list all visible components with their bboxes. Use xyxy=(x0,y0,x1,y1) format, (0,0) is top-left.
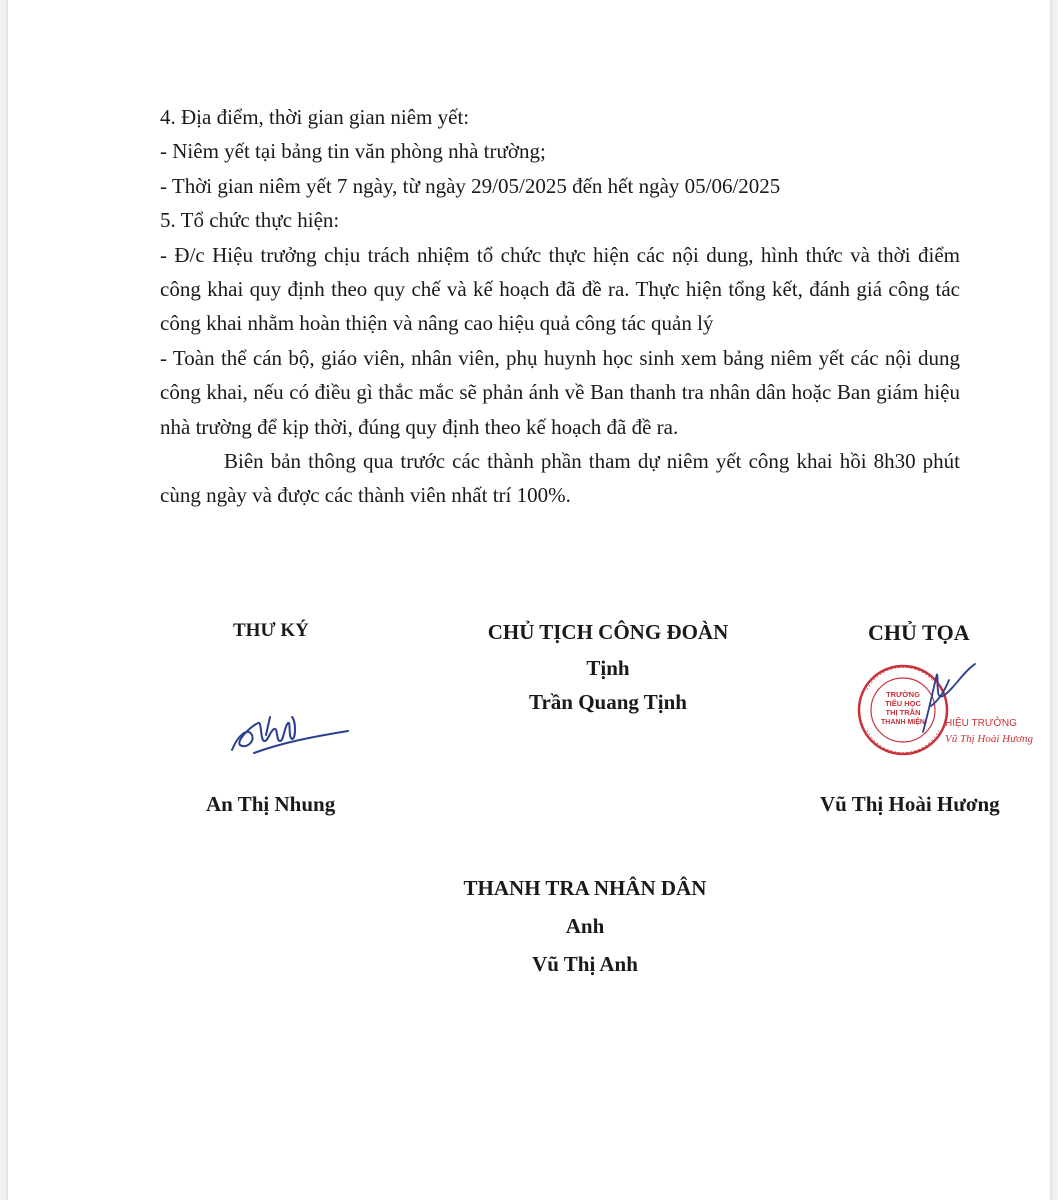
svg-text:Vũ Thị Hoài Hương: Vũ Thị Hoài Hương xyxy=(945,733,1033,745)
section-5-item-1: - Đ/c Hiệu trưởng chịu trách nhiệm tổ chức thực hiện các nội dung, hình thức và thời điểm công khai quy định theo quy chế và kế hoạch đã đề ra. Thực hiện tổng kết, đánh giá công tác công khai nhằm hoàn thiện và nâng cao hiệu quả công tác quản lý xyxy=(160,242,960,336)
secretary-title: THƯ KÝ xyxy=(233,620,309,641)
svg-text:THỊ TRẤN: THỊ TRẤN xyxy=(885,708,921,717)
union-chair-signed: Tịnh xyxy=(586,656,630,680)
svg-text:TRƯỜNG: TRƯỜNG xyxy=(886,690,920,699)
union-chair-title: CHỦ TỊCH CÔNG ĐOÀN xyxy=(487,620,729,644)
section-5-heading: 5. Tổ chức thực hiện: xyxy=(160,208,340,233)
inspection-signed: Anh xyxy=(565,914,605,938)
stamp-seal-icon xyxy=(853,660,1033,760)
document-page xyxy=(8,0,1050,1200)
chair-title: CHỦ TỌA xyxy=(868,620,970,645)
svg-text:THANH MIỆN: THANH MIỆN xyxy=(881,719,925,726)
section-4-heading: 4. Địa điểm, thời gian gian niêm yết: xyxy=(160,105,470,129)
school-stamp xyxy=(853,660,1033,760)
svg-text:HIỆU TRƯỞNG: HIỆU TRƯỞNG xyxy=(945,718,1017,729)
inspection-name: Vũ Thị Anh xyxy=(532,952,638,976)
closing-paragraph: Biên bản thông qua trước các thành phần tham dự niêm yết công khai hồi 8h30 phút cùng ngày và được các thành viên nhất trí 100%. xyxy=(160,449,960,508)
section-4-item-2: - Thời gian niêm yết 7 ngày, từ ngày 29/05/2025 đến hết ngày 05/06/2025 xyxy=(160,173,781,198)
inspection-title: THANH TRA NHÂN DÂN xyxy=(463,876,707,900)
section-5-item-2: - Toàn thể cán bộ, giáo viên, nhân viên, phụ huynh học sinh xem bảng niêm yết các nội dung công khai, nếu có điều gì thắc mắc sẽ phản ánh về Ban thanh tra nhân dân hoặc Ban giám hiệu nhà trường để kịp thời, đúng quy định theo kế hoạch đã đề ra. xyxy=(160,345,960,439)
union-chair-name: Trần Quang Tịnh xyxy=(529,690,687,714)
section-4-item-1: - Niêm yết tại bảng tin văn phòng nhà trường; xyxy=(160,139,546,164)
document-body xyxy=(160,100,960,513)
chair-name: Vũ Thị Hoài Hương xyxy=(820,792,1000,816)
secretary-signature xyxy=(226,705,356,765)
secretary-name: An Thị Nhung xyxy=(206,792,336,816)
svg-text:TIỂU HỌC: TIỂU HỌC xyxy=(885,699,921,708)
